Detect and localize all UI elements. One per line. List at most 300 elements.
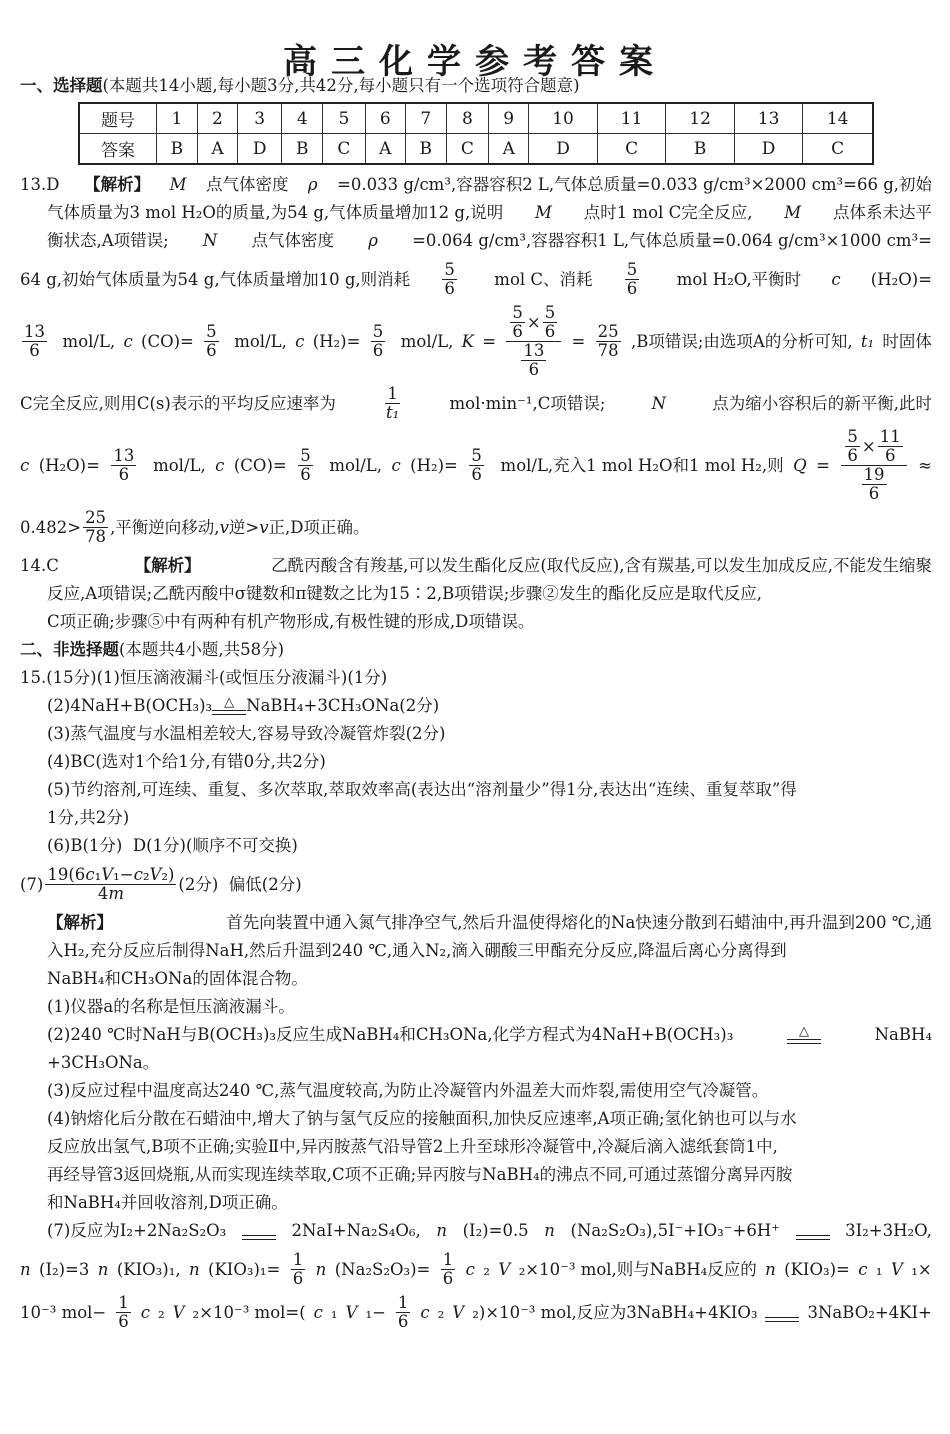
text-run: 6 (884, 446, 896, 465)
fraction (396, 1294, 411, 1331)
text-run: (7) (20, 874, 44, 894)
fraction (45, 866, 176, 903)
fraction (204, 323, 219, 360)
numerator (83, 509, 108, 528)
answer-cell: B (282, 134, 323, 165)
fraction (291, 1251, 306, 1288)
text-run: 点体系未达平 (833, 203, 932, 222)
text-line (20, 664, 932, 692)
text-run: 再经导管3返回烧瓶,从而实现连续萃取,C项不正确;异丙胺与NaBH₄的沸点不同,可通过蒸馏分离异丙胺 (47, 1165, 793, 1184)
denominator (117, 466, 132, 484)
text-run: 13.D (20, 175, 65, 194)
text-line (47, 227, 932, 255)
text-run: 6 (118, 1312, 129, 1331)
text-run: 5 (300, 446, 311, 465)
denominator (396, 1313, 411, 1331)
text-run: 反应放出氢气,B项不正确;实验Ⅱ中,异丙胺蒸气沿导管2上升至球形冷凝管中,冷凝后滴入滤纸套筒1中, (47, 1137, 778, 1156)
fraction (845, 428, 860, 465)
math-variable: c (295, 331, 305, 351)
math-variable: t₁ (860, 331, 875, 351)
question-14-explanation (20, 552, 932, 636)
numerator (469, 447, 484, 466)
fraction (469, 447, 484, 484)
text-run: 6 (444, 279, 455, 298)
text-line (20, 1251, 932, 1288)
text-run: × (861, 436, 876, 456)
text-run: 6 (544, 322, 556, 341)
text-run: 5 (206, 322, 217, 341)
text-run: +3CH₃ONa。 (47, 1053, 160, 1072)
text-run: (4)BC(选对1个给1分,有错0分,共2分) (47, 752, 326, 771)
double-bar (212, 710, 246, 715)
math-variable: V (498, 1259, 511, 1279)
text-run: 点气体密度 (251, 231, 335, 250)
text-run: 25 (85, 508, 107, 527)
text-run: NaBH₄和CH₃ONa的固体混合物。 (47, 969, 308, 988)
fraction (543, 304, 558, 341)
text-run: ₁ (330, 1302, 338, 1322)
math-variable: n (97, 1259, 109, 1279)
text-run: 3I₂+3H₂O, (845, 1221, 932, 1240)
math-variable: n (436, 1221, 448, 1240)
numerator (442, 261, 457, 280)
text-line (47, 1049, 932, 1077)
denominator (204, 342, 219, 360)
text-run: 6 (868, 484, 880, 503)
question-number: 7 (405, 103, 446, 134)
text-run: mol·min⁻¹,C项错误; (449, 393, 606, 413)
text-run: 5 (444, 260, 455, 279)
section-note: (本题共14小题,每小题3分,共42分,每小题只有一个选项符合题意) (102, 76, 580, 95)
fraction (442, 261, 457, 298)
text-line (47, 720, 932, 748)
numerator (116, 1294, 131, 1313)
text-run: 点时1 mol C完全反应, (583, 203, 753, 222)
answer-cell: B (405, 134, 446, 165)
denominator (384, 404, 401, 422)
text-run: (5)节约溶剂,可连续、重复、多次萃取,萃取效率高(表达出“溶剂量少”得1分,表达出“连续、重复萃取”得 (47, 780, 797, 799)
fraction (22, 323, 47, 360)
text-run: 正,D项正确。 (268, 517, 370, 537)
bold-label: 【解析】 (84, 175, 151, 194)
question-number: 9 (489, 103, 529, 134)
text-run: (CO)= (141, 331, 194, 351)
text-line (47, 909, 932, 937)
answer-cell: B (157, 134, 198, 165)
denominator (883, 447, 898, 465)
text-run: 13 (24, 322, 45, 341)
math-variable: n (544, 1221, 555, 1240)
text-run: ₂ (437, 1302, 445, 1322)
text-run: (6)B(1分) D(1分)(顺序不可交换) (47, 836, 298, 855)
text-run: mol/L,充入1 mol H₂O和1 mol H₂,则 (495, 455, 784, 475)
text-run: 15.(15分)(1)恒压滴液漏斗(或恒压分液漏斗)(1分) (20, 668, 388, 687)
math-variable: c (858, 1259, 868, 1279)
text-run: (H₂O)= (38, 455, 100, 475)
text-run: mol/L, (228, 331, 287, 351)
answer-cell: C (446, 134, 488, 165)
math-variable: c (123, 331, 133, 351)
text-run: 6 (626, 279, 638, 298)
fraction (83, 509, 108, 546)
denominator (596, 342, 621, 360)
text-run: 6 (442, 1269, 454, 1288)
math-variable: V (101, 865, 114, 884)
text-run: 5 (512, 303, 523, 322)
text-run: 5 (372, 322, 384, 341)
question-number: 13 (734, 103, 803, 134)
text-run: 气体质量为3 mol H₂O的质量,为54 g,气体质量增加12 g,说明 (47, 203, 504, 222)
question-number: 14 (803, 103, 873, 134)
math-variable: Q (793, 455, 807, 475)
text-line (20, 1294, 932, 1331)
fraction (298, 447, 313, 484)
text-run: (CO)= (233, 455, 287, 475)
numerator (291, 1251, 306, 1270)
text-run: 13 (523, 341, 545, 360)
text-run: mol/L, (395, 331, 454, 351)
text-run: ₁− (365, 1302, 386, 1322)
text-run: (KIO₃)= (784, 1259, 850, 1279)
numerator (862, 466, 887, 485)
heat-symbol: △ (798, 1024, 809, 1039)
text-run: 14.C (20, 556, 65, 575)
denominator (858, 466, 891, 503)
text-run: (I₂)=3 (39, 1259, 90, 1279)
numerator (521, 342, 546, 361)
fraction (596, 323, 621, 360)
numerator (385, 385, 400, 404)
text-run: ₂×10⁻³ mol=( (192, 1302, 306, 1322)
text-line (20, 261, 932, 298)
bold-label: 【解析】 (134, 556, 201, 575)
math-variable: n (765, 1259, 776, 1279)
fraction (371, 323, 386, 360)
text-run: (H₂)= (312, 331, 361, 351)
math-variable: v (259, 517, 269, 537)
answer-cell: C (323, 134, 365, 165)
section-heading-nonchoice (20, 636, 932, 664)
text-run: (1)仪器a的名称是恒压滴液漏斗。 (47, 997, 295, 1016)
fraction (441, 1251, 456, 1288)
reaction-equals-sign (212, 697, 246, 715)
text-run: (4)钠熔化后分散在石蜡油中,增大了钠与氢气反应的接触面积,加快反应速率,A项正确;氢化钠也可以与水 (47, 1109, 797, 1128)
text-run: 6 (292, 1269, 304, 1288)
denominator (298, 466, 313, 484)
text-run: (H₂O)= (870, 269, 932, 289)
bold-label: 【解析】 (47, 913, 113, 932)
text-run: 6 (528, 360, 540, 379)
answer-cell: A (489, 134, 529, 165)
math-variable: ρ (368, 231, 378, 250)
text-run: ₁ (875, 1259, 883, 1279)
text-line (47, 1161, 932, 1189)
math-variable: V (172, 1302, 185, 1322)
numerator (298, 447, 313, 466)
text-run: 1 (397, 1293, 409, 1312)
text-line (20, 385, 932, 422)
math-variable: V (149, 865, 162, 884)
text-run: 点气体密度 (205, 175, 289, 194)
text-run: 和NaBH₄并回收溶剂,D项正确。 (47, 1193, 288, 1212)
text-run: mol C、消耗 (489, 269, 593, 289)
fraction (625, 261, 640, 298)
question-number: 4 (282, 103, 323, 134)
denominator (371, 342, 386, 360)
text-run: NaBH₄ (874, 1025, 932, 1044)
math-variable: N (651, 393, 667, 413)
text-run: 0.482> (20, 517, 82, 537)
question-15-answer (20, 664, 932, 1331)
numerator (204, 323, 219, 342)
text-run: mol H₂O,平衡时 (671, 269, 802, 289)
text-run: 78 (597, 341, 619, 360)
denominator (83, 528, 108, 546)
math-variable: N (202, 231, 218, 250)
denominator (291, 1270, 306, 1288)
section-heading-choice (20, 72, 932, 100)
text-line (47, 1189, 932, 1217)
double-bar (787, 1039, 821, 1044)
text-run: ₂ (142, 865, 150, 884)
text-line (47, 1217, 932, 1245)
section-label: 二、非选择题 (20, 640, 119, 659)
text-line (47, 776, 932, 804)
double-bar (242, 1235, 276, 1240)
denominator (96, 885, 126, 903)
text-run: ₂×10⁻³ mol,则与NaBH₄反应的 (518, 1259, 757, 1279)
text-run: 1 (292, 1250, 304, 1269)
math-variable: n (20, 1259, 31, 1279)
text-run: 25 (597, 322, 619, 341)
double-bar (796, 1235, 830, 1240)
reaction-equals-sign (242, 1222, 276, 1240)
table-row-numbers (79, 103, 873, 134)
text-run: ₁× (911, 1259, 932, 1279)
math-variable: M (784, 203, 802, 222)
text-run: 6 (300, 465, 311, 484)
text-run: NaBH₄+3CH₃ONa(2分) (246, 696, 440, 715)
text-run: mol/L, (57, 331, 116, 351)
text-run: (3)蒸气温度与水温相差较大,容易导致冷凝管炸裂(2分) (47, 724, 446, 743)
text-run: 6 (397, 1312, 409, 1331)
text-line (20, 304, 932, 379)
text-line (47, 937, 932, 965)
text-line (20, 171, 932, 199)
math-variable: c (465, 1259, 475, 1279)
text-run: 2NaI+Na₂S₄O₆, (291, 1221, 421, 1240)
text-run: 10⁻³ mol− (20, 1302, 107, 1322)
text-run: 1 (442, 1250, 454, 1269)
text-line (20, 552, 932, 580)
text-run: (Na₂S₂O₃),5I⁻+IO₃⁻+6H⁺ (570, 1221, 780, 1240)
numerator (510, 304, 525, 323)
text-run: = (571, 331, 586, 351)
text-line (47, 804, 932, 832)
text-run: mol/L, (147, 455, 206, 475)
text-run: =0.064 g/cm³,容器容积1 L,气体总质量=0.064 g/cm³×1000 cm³= (412, 231, 932, 250)
text-run: (7)反应为I₂+2Na₂S₂O₃ (47, 1221, 227, 1240)
question-number: 10 (529, 103, 598, 134)
page-title: 高三化学参考答案 (283, 42, 667, 82)
question-number: 12 (666, 103, 735, 134)
text-line (47, 748, 932, 776)
math-variable: v (219, 517, 229, 537)
numerator (441, 1251, 456, 1270)
text-line (47, 199, 932, 227)
text-run: 1 (387, 384, 398, 403)
math-variable: V (890, 1259, 903, 1279)
answer-cell: C (597, 134, 666, 165)
text-run: 78 (85, 527, 107, 546)
question-number: 8 (446, 103, 488, 134)
math-variable: V (345, 1302, 358, 1322)
question-number: 3 (238, 103, 282, 134)
text-run: 5 (847, 427, 858, 446)
text-line (20, 509, 932, 546)
answer-cell: D (238, 134, 282, 165)
text-run: (2分) 偏低(2分) (178, 874, 302, 894)
numerator (45, 866, 176, 885)
text-line (47, 1021, 932, 1049)
numerator (396, 1294, 411, 1313)
question-13-explanation (20, 171, 932, 546)
math-variable: c (313, 1302, 323, 1322)
math-variable: c (391, 455, 401, 475)
numerator (111, 447, 136, 466)
text-run: = (482, 331, 497, 351)
answer-cell: B (666, 134, 735, 165)
math-variable: c (85, 865, 95, 884)
question-number: 1 (157, 103, 198, 134)
answer-cell: C (803, 134, 873, 165)
text-run: 19 (863, 465, 885, 484)
numerator (845, 428, 860, 447)
denominator (442, 280, 457, 298)
denominator (527, 361, 542, 379)
text-run: ₂ (483, 1259, 490, 1279)
text-run: ≈ (918, 455, 932, 475)
text-run: 11 (879, 427, 901, 446)
text-run: 4 (97, 884, 109, 903)
double-bar (765, 1317, 799, 1322)
text-run: 5 (626, 260, 638, 279)
text-run: 衡状态,A项错误; (47, 231, 169, 250)
text-run: 3NaBO₂+4KI+ (807, 1302, 932, 1322)
question-number: 2 (197, 103, 237, 134)
text-run: 13 (113, 446, 135, 465)
text-run: 64 g,初始气体质量为54 g,气体质量增加10 g,则消耗 (20, 269, 411, 289)
fraction (841, 428, 906, 503)
numerator (841, 428, 906, 466)
text-run: 6 (206, 341, 217, 360)
denominator (116, 1313, 131, 1331)
text-line (20, 866, 932, 903)
numerator (22, 323, 47, 342)
denominator (27, 342, 42, 360)
text-run: 6 (847, 446, 858, 465)
fraction (521, 342, 546, 379)
text-run: C完全反应,则用C(s)表示的平均反应速率为 (20, 393, 336, 413)
table-row-answers (79, 134, 873, 165)
numerator (625, 261, 640, 280)
text-run: 6 (29, 341, 40, 360)
denominator (845, 447, 860, 465)
question-number: 6 (365, 103, 405, 134)
fraction (862, 466, 887, 503)
question-number: 11 (597, 103, 666, 134)
text-line (47, 1133, 932, 1161)
text-run: × (526, 312, 541, 332)
math-variable: c (133, 865, 143, 884)
text-run: ₁ (94, 865, 102, 884)
text-run: ₁− (113, 865, 134, 884)
math-variable: m (108, 884, 124, 903)
math-variable: t₁ (386, 403, 400, 422)
math-variable: V (452, 1302, 465, 1322)
denominator (441, 1270, 456, 1288)
math-variable: c (420, 1302, 430, 1322)
text-run: 反应,A项错误;乙酰丙酸中σ键数和π键数之比为15∶2,B项错误;步骤②发生的酯化反应是取代反应, (47, 584, 762, 603)
heat-symbol: △ (224, 695, 235, 710)
math-variable: c (215, 455, 225, 475)
numerator (878, 428, 903, 447)
text-run: ,B项错误;由选项A的分析可知, (630, 331, 853, 351)
fraction (111, 447, 136, 484)
title-area (0, 0, 950, 82)
numerator (371, 323, 386, 342)
numerator (543, 304, 558, 323)
answer-cell: A (365, 134, 405, 165)
text-run: 点为缩小容积后的新平衡,此时 (712, 393, 932, 413)
reaction-equals-sign (796, 1222, 830, 1240)
text-run: 1 (118, 1293, 129, 1312)
reaction-equals-sign (787, 1026, 821, 1044)
text-run: 6 (512, 322, 523, 341)
section-note: (本题共4小题,共58分) (119, 640, 285, 659)
text-run: ₂) (161, 865, 175, 884)
section-label: 一、选择题 (20, 76, 103, 95)
fraction (510, 304, 525, 341)
math-variable: K (461, 331, 474, 351)
denominator (543, 323, 558, 341)
fraction (506, 304, 561, 379)
text-line (47, 1105, 932, 1133)
text-run: 入H₂,充分反应后制得NaH,然后升温到240 ℃,通入N₂,滴入硼酸三甲酯充分反应,降温后离心分离得到 (47, 941, 787, 960)
denominator (625, 280, 640, 298)
text-line (47, 1077, 932, 1105)
math-variable: c (831, 269, 841, 289)
text-run: 逆> (228, 517, 260, 537)
text-run: 首先向装置中通入氮气排净空气,然后升温使得熔化的Na快速分散到石蜡油中,再升温到200 ℃,通 (226, 913, 932, 932)
math-variable: ρ (307, 175, 318, 194)
math-variable: c (140, 1302, 150, 1322)
numerator (596, 323, 621, 342)
text-run: 1分,共2分) (47, 808, 130, 827)
text-run: C项正确;步骤⑤中有两种有机产物形成,有极性键的形成,D项错误。 (47, 612, 535, 631)
answer-cell: D (529, 134, 598, 165)
math-variable: M (169, 175, 187, 194)
reaction-equals-sign (765, 1304, 799, 1322)
answer-cell: A (197, 134, 237, 165)
text-line (47, 832, 932, 860)
denominator (469, 466, 484, 484)
question-number: 5 (323, 103, 365, 134)
math-variable: n (188, 1259, 200, 1279)
text-run: (3)反应过程中温度高达240 ℃,蒸气温度较高,为防止冷凝管内外温差大而炸裂,需使用空气冷凝管。 (47, 1081, 769, 1100)
document-body (20, 72, 932, 1337)
math-variable: c (20, 455, 30, 475)
